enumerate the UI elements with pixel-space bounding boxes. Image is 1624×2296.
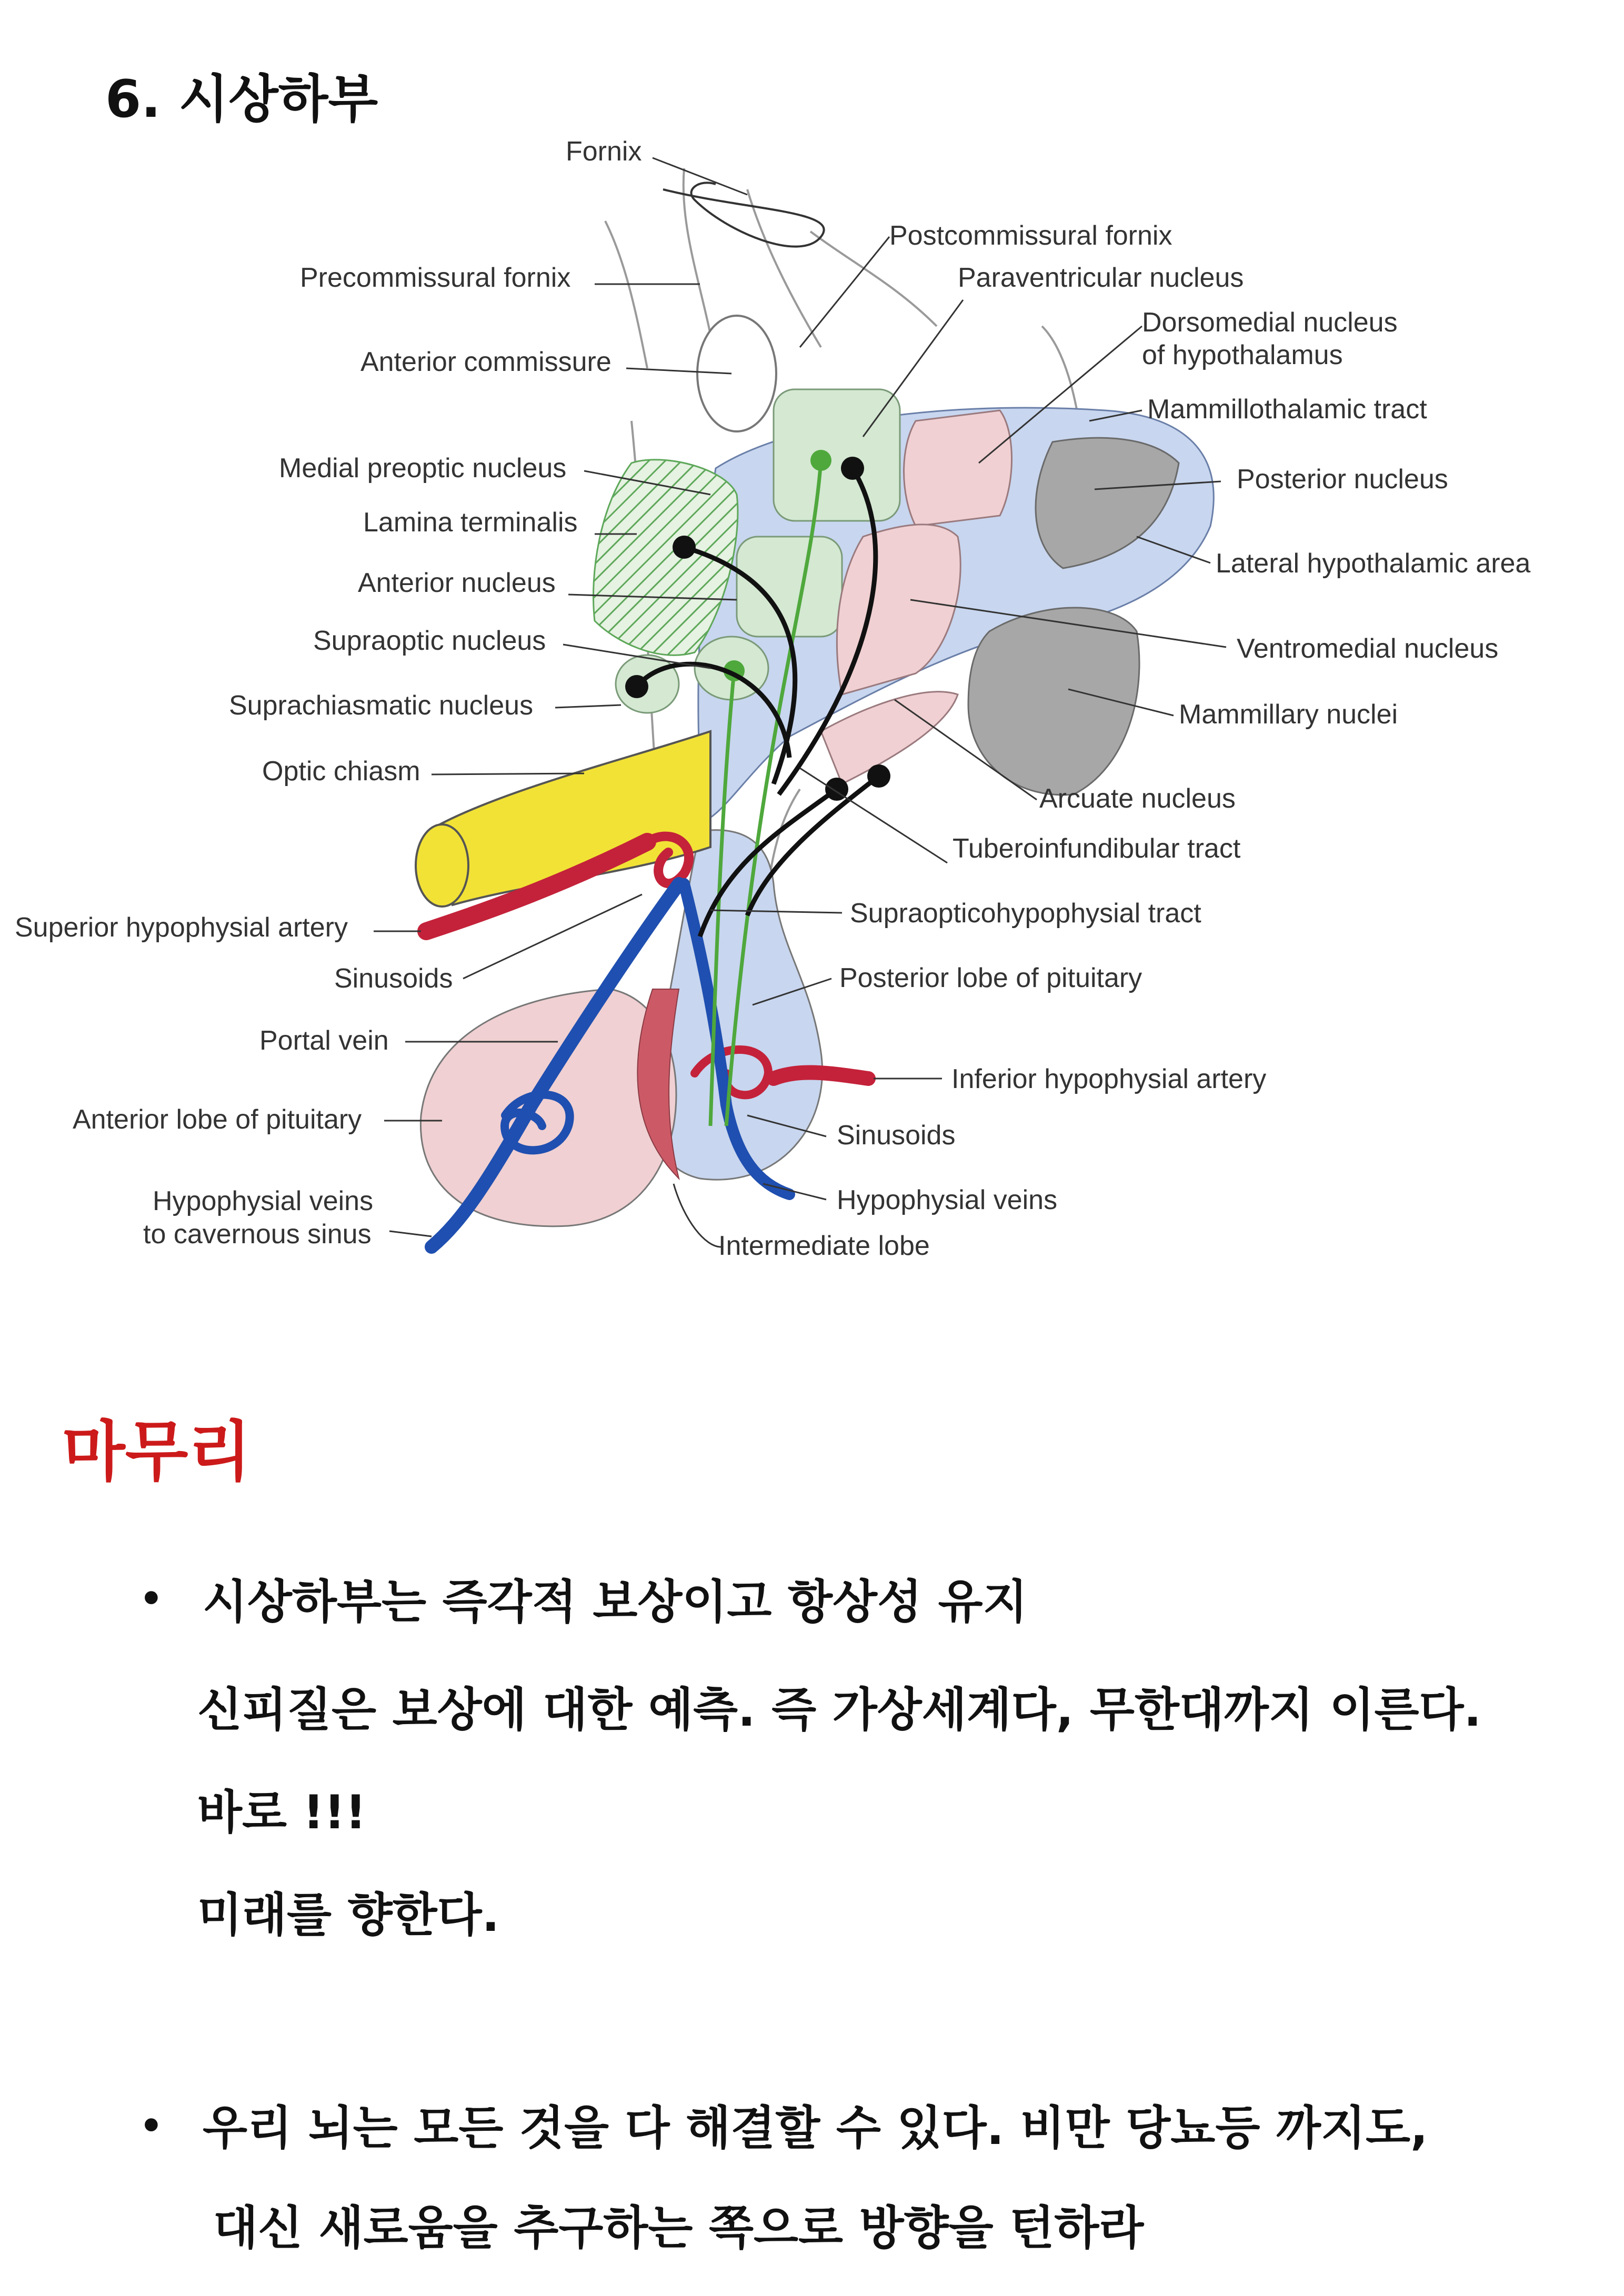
label-mammillary-nuclei: Mammillary nuclei <box>1179 699 1398 730</box>
label-arcuate-nucleus: Arcuate nucleus <box>1039 783 1236 814</box>
anterior-commissure-shape <box>697 316 776 431</box>
bullet-marker: • <box>139 2104 163 2148</box>
hypothalamus-pituitary-diagram <box>0 126 1624 1284</box>
label-superior-hypophysial-artery: Superior hypophysial artery <box>15 912 348 943</box>
label-inferior-hypophysial-artery: Inferior hypophysial artery <box>951 1064 1267 1094</box>
label-medial-preoptic-nucleus: Medial preoptic nucleus <box>279 453 567 484</box>
bullet-marker: • <box>139 1577 163 1620</box>
label-sinusoids-bottom: Sinusoids <box>837 1120 956 1151</box>
label-tuberoinfundibular-tract: Tuberoinfundibular tract <box>953 833 1241 864</box>
label-intermediate-lobe: Intermediate lobe <box>718 1231 930 1261</box>
label-optic-chiasm: Optic chiasm <box>262 756 420 787</box>
bullet-line: 바로 !!! <box>197 1785 367 1839</box>
fornix-loop-shape <box>663 183 824 246</box>
label-anterior-lobe: Anterior lobe of pituitary <box>73 1104 362 1135</box>
label-postcommissural-fornix: Postcommissural fornix <box>889 220 1172 251</box>
bullet-line: 시상하부는 즉각적 보상이고 항상성 유지 <box>203 1575 1028 1629</box>
label-supraopticohypophysial-tract: Supraopticohypophysial tract <box>850 898 1201 929</box>
label-anterior-nucleus: Anterior nucleus <box>358 568 556 598</box>
label-hypophysial-veins-left-2: to cavernous sinus <box>143 1219 372 1250</box>
label-hypophysial-veins-right: Hypophysial veins <box>837 1185 1058 1215</box>
anterior-lobe-shape <box>420 989 676 1226</box>
label-posterior-lobe: Posterior lobe of pituitary <box>839 963 1142 993</box>
label-dorsomedial-nucleus: Dorsomedial nucleus <box>1142 307 1398 338</box>
label-portal-vein: Portal vein <box>259 1025 389 1056</box>
bullet-line: 미래를 향한다. <box>197 1888 500 1942</box>
label-dorsomedial-nucleus-2: of hypothalamus <box>1142 340 1343 370</box>
label-lateral-hypothalamic-area: Lateral hypothalamic area <box>1216 548 1531 579</box>
conclusion-title: 마무리 <box>62 1414 252 1490</box>
label-ventromedial-nucleus: Ventromedial nucleus <box>1237 633 1499 664</box>
bullet-line: 우리 뇌는 모든 것을 다 해결할 수 있다. 비만 당뇨등 까지도, <box>203 2101 1428 2155</box>
label-hypophysial-veins-left: Hypophysial veins <box>153 1186 374 1216</box>
label-lamina-terminalis: Lamina terminalis <box>363 507 578 538</box>
section-title: 6. 시상하부 <box>105 69 378 129</box>
bullet-line: 대신 새로움을 추구하는 쪽으로 방향을 턴하라 <box>213 2201 1144 2255</box>
label-mammillothalamic-tract: Mammillothalamic tract <box>1147 394 1427 425</box>
label-precommissural-fornix: Precommissural fornix <box>300 263 571 293</box>
label-posterior-nucleus: Posterior nucleus <box>1237 464 1448 495</box>
label-suprachiasmatic-nucleus: Suprachiasmatic nucleus <box>229 690 534 721</box>
label-anterior-commissure: Anterior commissure <box>360 347 611 377</box>
label-supraoptic-nucleus: Supraoptic nucleus <box>313 626 546 656</box>
bullet-line: 신피질은 보상에 대한 예측. 즉 가상세계다, 무한대까지 이른다. <box>197 1683 1481 1737</box>
label-paraventricular-nucleus: Paraventricular nucleus <box>958 263 1244 293</box>
label-sinusoids-top: Sinusoids <box>334 963 453 994</box>
label-fornix: Fornix <box>566 136 642 167</box>
